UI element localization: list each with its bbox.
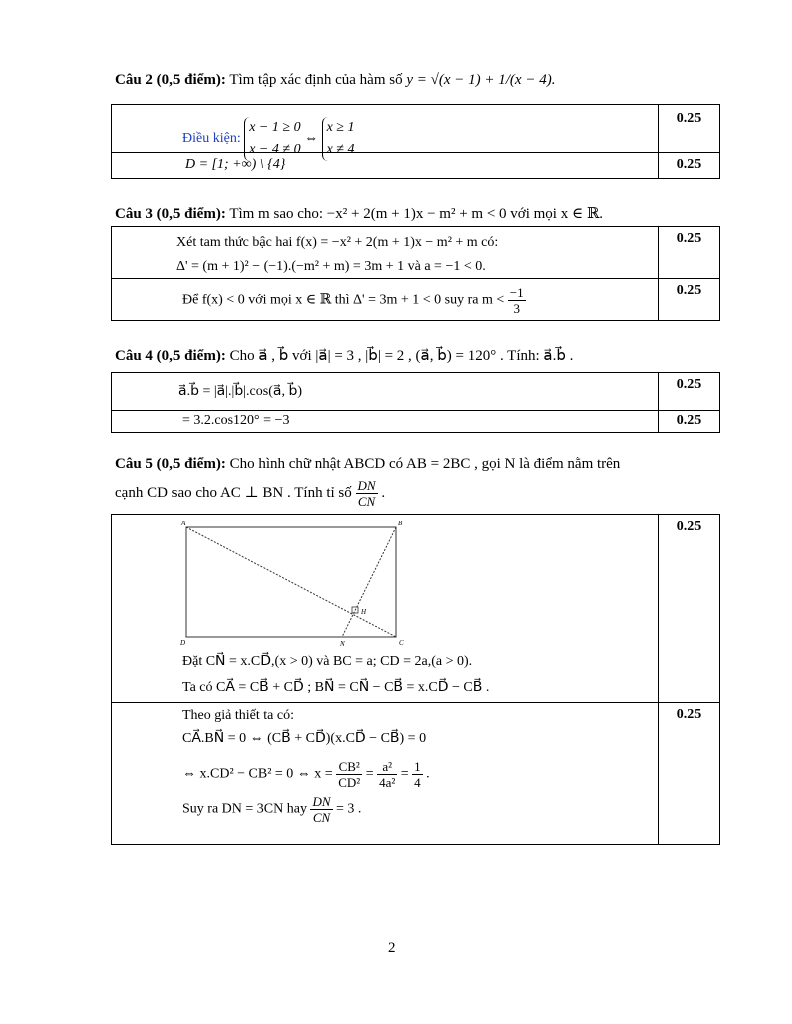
q2-row1	[112, 105, 659, 157]
q5-result-line	[182, 794, 430, 825]
q5-figure	[180, 521, 406, 647]
q3-row2	[112, 279, 659, 321]
q3-fraction	[508, 285, 526, 316]
q2-formula: y = √(x − 1) + 1/(x − 4).	[406, 72, 556, 88]
q4-title	[115, 346, 573, 365]
q5-frac1	[336, 759, 362, 790]
q2-sys2-line1: x ≥ 1	[326, 120, 355, 135]
q5-title-line2: cạnh CD sao cho AC ⊥ BN . Tính tỉ số $\frac{DN}{CN}$ .	[115, 478, 386, 509]
q5-frac3	[412, 759, 423, 790]
diagonal-ac	[186, 527, 396, 637]
q2-row2	[112, 153, 659, 179]
label-b: B	[398, 521, 403, 527]
q5-frac4-num: DN	[312, 794, 331, 809]
segment-bn	[342, 527, 396, 637]
q5-frac2	[377, 759, 397, 790]
q5-hypothesis: Theo giả thiết ta có:	[182, 708, 294, 723]
q2-domain: D = [1; +∞) \ {4}	[185, 157, 286, 172]
q5-text2: cạnh CD sao cho AC ⊥ BN . Tính tỉ số	[115, 484, 352, 501]
q2-table	[111, 104, 720, 179]
q5-frac1-den: CD²	[338, 775, 361, 790]
q3-frac-num: −1	[509, 285, 524, 300]
q3-conclusion: Để f(x) < 0 với mọi x ∈ ℝ thì Δ' = 3m + 1 < 0 suy ra m <	[182, 292, 505, 308]
q4-score2: 0.25	[659, 411, 720, 433]
q2-score2: 0.25	[659, 153, 720, 179]
q2-equiv: ⇔	[304, 131, 319, 147]
q5-frac3-num: 1	[414, 759, 421, 774]
q4-score1: 0.25	[659, 373, 720, 411]
q5-solve-line: ⇔ x.CD² − CB² = 0 ⇔ x = $\frac{\text{CB²}}{\text{CD²}}$ = $\frac{\text{a²}}{\text{4a²}}$ = $\frac{1}{4}$ .	[182, 759, 430, 790]
q5-solve-text: ⇔ x.CD² − CB² = 0 ⇔ x =	[182, 766, 333, 782]
label-c: C	[399, 639, 404, 647]
label-h: H	[361, 608, 367, 616]
q5-frac2-num: a²	[377, 759, 397, 775]
q4-text: Cho a⃗ , b⃗ với |a⃗| = 3 , |b⃗| = 2 , (a⃗, b⃗) = 120° . Tính: a⃗.b⃗ .	[229, 348, 574, 364]
q5-dot-product: CA⃗.BN⃗ = 0 ⇔ (CB⃗ + CD⃗)(x.CD⃗ − CB⃗) = 0	[182, 731, 427, 746]
q4-row1	[112, 373, 659, 411]
q5-score2: 0.25	[659, 703, 720, 845]
q5-score1: 0.25	[659, 515, 720, 703]
q3-title	[115, 204, 603, 223]
q3-score1: 0.25	[659, 227, 720, 279]
q4-header: Câu 4 (0,5 điểm):	[115, 348, 226, 364]
q3-text: Tìm m sao cho: −x² + 2(m + 1)x − m² + m < 0 với mọi x ∈ ℝ.	[229, 206, 604, 222]
q4-table	[111, 372, 720, 433]
q2-title	[115, 72, 555, 89]
q3-row1	[112, 227, 659, 279]
q2-sys1-line2: x − 4 ≠ 0	[249, 142, 301, 157]
q2-score1: 0.25	[659, 105, 720, 153]
q5-frac4	[310, 794, 332, 825]
q4-line2: = 3.2.cos120° = −3	[182, 413, 290, 428]
q5-text1: Cho hình chữ nhật ABCD có AB = 2BC , gọi N là điểm nằm trên	[229, 456, 621, 472]
q5-result-text: Suy ra DN = 3CN hay	[182, 801, 307, 817]
q2-text: Tìm tập xác định của hàm số	[229, 72, 403, 88]
q5-ratio	[356, 478, 378, 509]
label-n: N	[340, 640, 345, 647]
q2-sys1-line1: x − 1 ≥ 0	[249, 120, 301, 135]
q2-condition-label: Điều kiện:	[182, 131, 241, 147]
q4-row2	[112, 411, 659, 433]
q3-table	[111, 226, 720, 321]
label-d: D	[180, 639, 186, 647]
q5-result-value: = 3 .	[336, 801, 362, 817]
q5-frac1-num: CB²	[336, 759, 362, 775]
q3-line1: Xét tam thức bậc hai f(x) = −x² + 2(m + 1)x − m² + m có:	[176, 235, 499, 250]
q5-ratio-den: CN	[357, 494, 376, 509]
q5-frac3-den: 4	[414, 775, 421, 790]
q5-set-variables: Đặt CN⃗ = x.CD⃗,(x > 0) và BC = a; CD = 2a,(a > 0).	[182, 654, 473, 669]
q5-title	[115, 456, 620, 473]
q5-table	[111, 514, 720, 845]
q5-row2	[112, 703, 659, 845]
q3-score2: 0.25	[659, 279, 720, 321]
q5-frac2-den: 4a²	[379, 775, 396, 790]
q5-row1	[112, 515, 659, 703]
q5-header: Câu 5 (0,5 điểm):	[115, 456, 226, 472]
q3-header: Câu 3 (0,5 điểm):	[115, 206, 226, 222]
q5-ratio-num: DN	[357, 478, 376, 493]
label-a: A	[181, 521, 186, 527]
q3-frac-den: 3	[513, 301, 520, 316]
q4-line1: a⃗.b⃗ = |a⃗|.|b⃗|.cos(a⃗, b⃗)	[178, 384, 302, 399]
q5-vector-relations: Ta có CA⃗ = CB⃗ + CD⃗ ; BN⃗ = CN⃗ − CB⃗ = x.CD⃗ − CB⃗ .	[182, 680, 490, 695]
q2-header: Câu 2 (0,5 điểm):	[115, 72, 226, 88]
q3-line2: Δ' = (m + 1)² − (−1).(−m² + m) = 3m + 1 và a = −1 < 0.	[176, 259, 486, 274]
page-number: 2	[388, 940, 396, 956]
q2-sys2-line2: x ≠ 4	[326, 142, 355, 157]
q5-frac4-den: CN	[312, 810, 331, 825]
